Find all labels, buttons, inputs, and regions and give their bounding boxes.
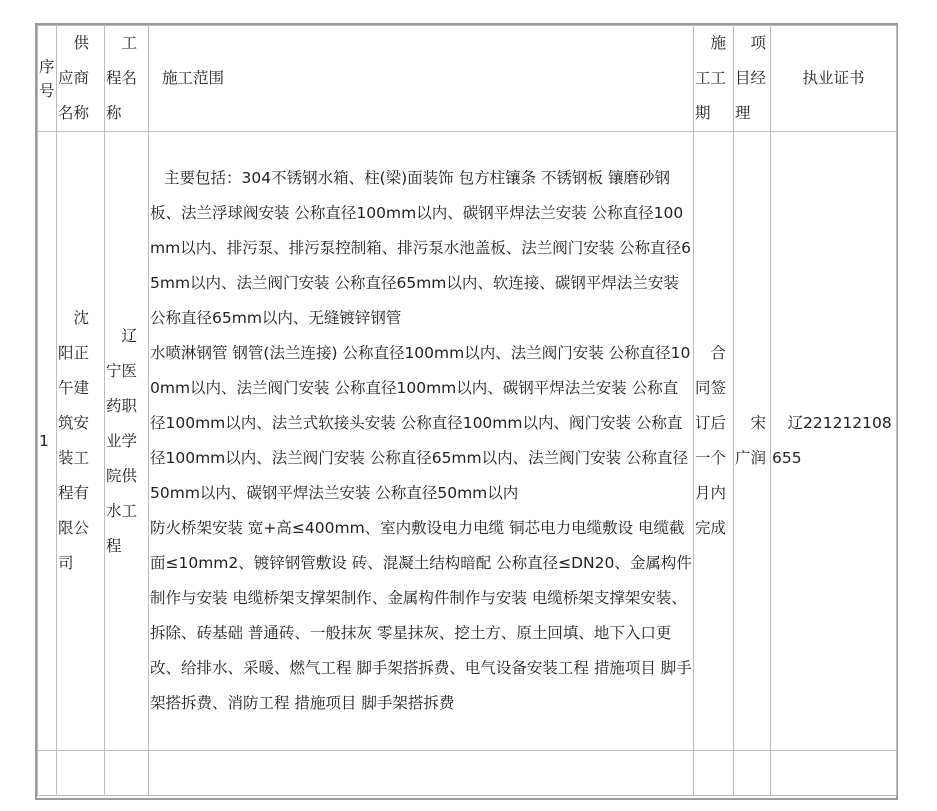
row-cert: 辽221212108655 (771, 132, 897, 751)
scope-paragraph-2: 水喷淋钢管 钢管(法兰连接) 公称直径100mm以内、法兰阀门安装 公称直径100mm以内、法兰阀门安装 公称直径100mm以内、碳钢平焊法兰安装 公称直径100mm以内、法兰式软接头安装 公称直径100mm以内、阀门安装 公称直径100mm以内、法兰阀门安装 公称直径65mm以内、法兰阀门安装 公称直径50mm以内、碳钢平焊法兰安装 公称直径50mm以内 (150, 344, 691, 502)
table-row (38, 132, 897, 751)
empty-cell (105, 751, 149, 796)
header-cert: 执业证书 (771, 26, 897, 132)
bid-info-table (37, 25, 897, 796)
empty-cell (771, 751, 897, 796)
empty-row (38, 751, 897, 796)
empty-cell (694, 751, 734, 796)
empty-cell (734, 751, 771, 796)
empty-cell (57, 751, 105, 796)
header-seq: 序号 (38, 26, 57, 132)
empty-cell (149, 751, 694, 796)
scope-paragraph-1: 主要包括：304不锈钢水箱、柱(梁)面装饰 包方柱镶条 不锈钢板 镶磨砂钢板、法兰浮球阀安装 公称直径100mm以内、碳钢平焊法兰安装 公称直径100mm以内、排污泵、排污泵控制箱、排污泵水池盖板、法兰阀门安装 公称直径65mm以内、法兰阀门安装 公称直径65mm以内、软连接、碳钢平焊法兰安装 公称直径65mm以内、无缝镀锌钢管 (150, 169, 691, 327)
row-supplier: 沈阳正午建筑安装工程有限公司 (57, 132, 105, 751)
row-scope (149, 132, 694, 751)
row-project: 辽宁医药职业学院供水工程 (105, 132, 149, 751)
scope-paragraph-3: 防火桥架安装 宽+高≤400mm、室内敷设电力电缆 铜芯电力电缆敷设 电缆截面≤10mm2、镀锌钢管敷设 砖、混凝土结构暗配 公称直径≤DN20、金属构件制作与安装 电缆桥架支撑架制作、金属构件制作与安装 电缆桥架支撑架安装、拆除、砖基础 普通砖、一般抹灰 零星抹灰、挖土方、原土回填、地下入口更改、给排水、采暖、燃气工程 脚手架搭拆费、电气设备安装工程 措施项目 脚手架搭拆费、消防工程 措施项目 脚手架搭拆费 (150, 519, 692, 712)
table-header-row (38, 26, 897, 132)
header-scope: 施工范围 (149, 26, 694, 132)
row-manager: 宋广润 (734, 132, 771, 751)
header-supplier: 供应商名称 (57, 26, 105, 132)
row-period: 合同签订后一个月内完成 (694, 132, 734, 751)
header-project: 工程名称 (105, 26, 149, 132)
header-period: 施工工期 (694, 26, 734, 132)
empty-cell (38, 751, 57, 796)
header-manager: 项目经理 (734, 26, 771, 132)
row-seq: 1 (38, 132, 57, 751)
